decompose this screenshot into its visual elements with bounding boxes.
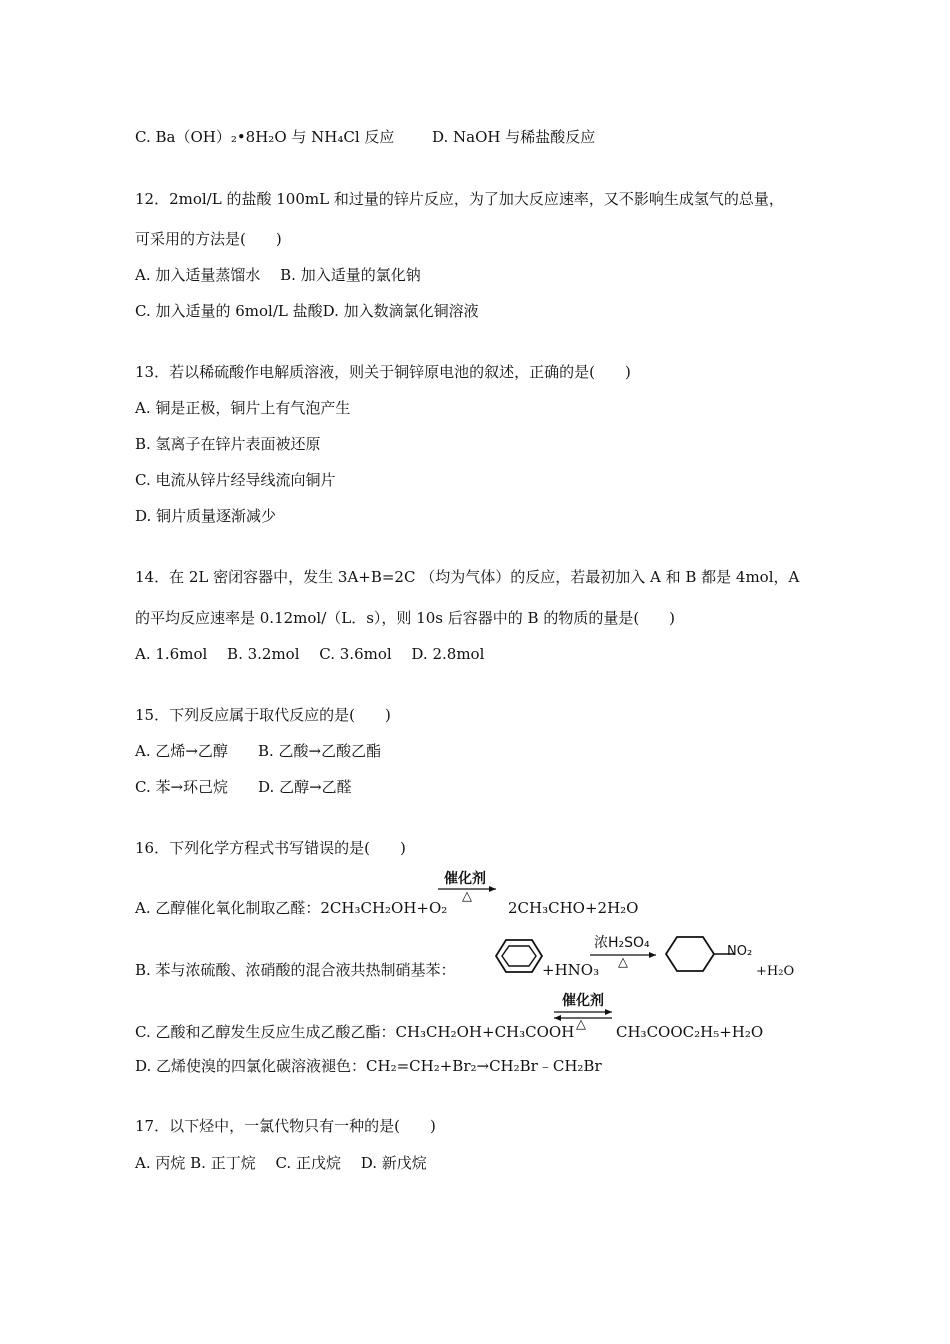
q16-option-a-reactants: A. 乙醇催化氧化制取乙醛：2CH₃CH₂OH+O₂ [135,899,448,917]
q14-stem-line2: 的平均反应速率是 0.12mol/（L．s），则 10s 后容器中的 B 的物质的量是( ) [135,609,676,627]
q13-option-b: B. 氢离子在锌片表面被还原 [135,435,321,453]
q16-option-a-products: 2CH₃CHO+2H₂O [508,899,639,917]
q13-option-a: A. 铜是正极，铜片上有气泡产生 [135,399,351,417]
q13-option-c: C. 电流从锌片经导线流向铜片 [135,471,336,489]
q13-option-d: D. 铜片质量逐渐减少 [135,507,277,525]
benzene-icon [494,937,544,975]
q11-option-c: C. Ba（OH）₂•8H₂O 与 NH₄Cl 反应 [135,128,395,146]
q16-c-catalyst-label: 催化剂 [562,993,604,1009]
q17-options: A. 丙烷 B. 正丁烷 C. 正戊烷 D. 新戊烷 [135,1154,427,1172]
q15-stem: 15．下列反应属于取代反应的是( ) [135,706,391,724]
q12-options-ab: A. 加入适量蒸馏水 B. 加入适量的氯化钠 [135,266,421,284]
q11-options [135,127,595,147]
q16-option-b-text: B. 苯与浓硫酸、浓硝酸的混合液共热制硝基苯： [135,961,456,979]
q12-stem-line2: 可采用的方法是( ) [135,230,282,248]
q12-options-cd: C. 加入适量的 6mol/L 盐酸D. 加入数滴氯化铜溶液 [135,302,479,320]
q16-a-heat-label: △ [462,889,472,904]
q16-option-d: D. 乙烯使溴的四氯化碳溶液褪色：CH₂=CH₂+Br₂→CH₂Br﹣CH₂Br [135,1057,602,1075]
q16-b-nitro-group: NO₂ [727,944,753,959]
q16-b-product: +H₂O [756,964,795,979]
q16-a-catalyst-label: 催化剂 [444,871,486,887]
q16-c-heat-label: △ [576,1017,586,1032]
q14-stem-line1: 14．在 2L 密闭容器中，发生 3A+B=2C （均为气体）的反应，若最初加入 A 和 B 都是 4mol，A [135,568,800,586]
q15-options-cd: C. 苯→环己烷 D. 乙醇→乙醛 [135,778,352,796]
q12-stem-line1: 12．2mol/L 的盐酸 100mL 和过量的锌片反应，为了加大反应速率，又不影响生成氢气的总量， [135,190,784,208]
q16-option-c-products: CH₃COOC₂H₅+H₂O [616,1023,764,1041]
q11-option-d: D. NaOH 与稀盐酸反应 [431,128,596,146]
q16-option-a [135,898,447,918]
q16-b-reagent: +HNO₃ [542,961,600,979]
q13-stem: 13．若以稀硫酸作电解质溶液，则关于铜锌原电池的叙述，正确的是( ) [135,363,631,381]
q16-b-conc-sulfuric-label: 浓H₂SO₄ [594,935,650,951]
q14-options: A. 1.6mol B. 3.2mol C. 3.6mol D. 2.8mol [135,645,485,663]
q15-options-ab: A. 乙烯→乙醇 B. 乙酸→乙酸乙酯 [135,742,382,760]
q17-stem: 17．以下烃中，一氯代物只有一种的是( ) [135,1117,436,1135]
q16-b-heat-label: △ [618,955,628,970]
q16-stem: 16．下列化学方程式书写错误的是( ) [135,839,406,857]
q16-option-c-text: C. 乙酸和乙醇发生反应生成乙酸乙酯：CH₃CH₂OH+CH₃COOH [135,1023,575,1041]
